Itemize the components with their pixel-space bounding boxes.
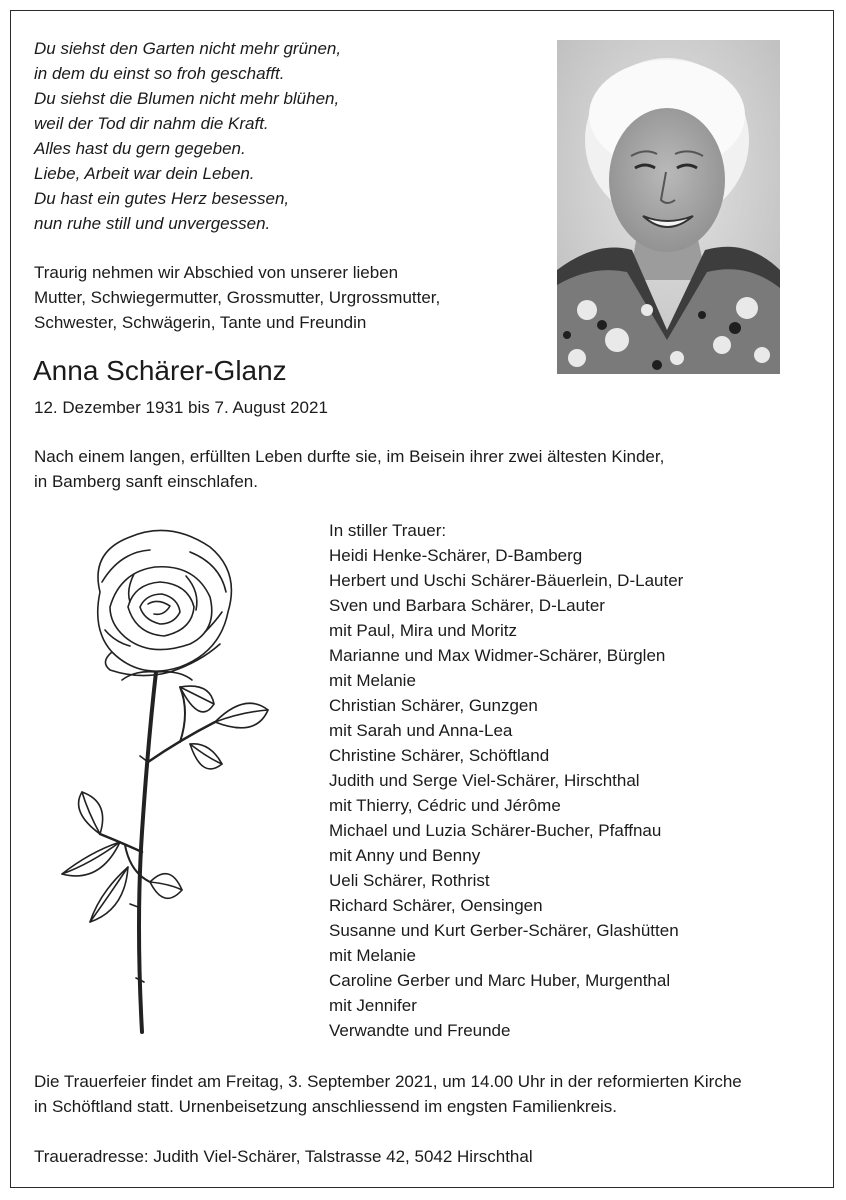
passing-line: Nach einem langen, erfüllten Leben durfte sie, im Beisein ihrer zwei ältesten Kinder, <box>34 447 665 466</box>
list-item: Heidi Henke-Schärer, D-Bamberg <box>329 546 583 565</box>
list-item: Herbert und Uschi Schärer-Bäuerlein, D-Lauter <box>329 571 684 590</box>
list-item: mit Thierry, Cédric und Jérôme <box>329 796 561 815</box>
intro-line: Schwester, Schwägerin, Tante und Freundin <box>34 313 367 332</box>
list-item: Christian Schärer, Gunzgen <box>329 696 538 715</box>
poem-line: in dem du einst so froh geschafft. <box>34 64 285 83</box>
poem-line: Du siehst den Garten nicht mehr grünen, <box>34 39 342 58</box>
deceased-name: Anna Schärer-Glanz <box>33 355 287 386</box>
list-item: Judith und Serge Viel-Schärer, Hirschthal <box>329 771 640 790</box>
intro-line: Mutter, Schwiegermutter, Grossmutter, Urgrossmutter, <box>34 288 441 307</box>
list-item: mit Sarah und Anna-Lea <box>329 721 513 740</box>
list-item: mit Anny und Benny <box>329 846 481 865</box>
list-item: Verwandte und Freunde <box>329 1021 511 1040</box>
list-item: Marianne und Max Widmer-Schärer, Bürglen <box>329 646 666 665</box>
list-item: mit Melanie <box>329 671 416 690</box>
service-line: Die Trauerfeier findet am Freitag, 3. September 2021, um 14.00 Uhr in der reformierten Kirche <box>34 1072 742 1091</box>
list-item: Michael und Luzia Schärer-Bucher, Pfaffnau <box>329 821 662 840</box>
farewell-intro <box>34 260 534 335</box>
poem-line: nun ruhe still und unvergessen. <box>34 214 271 233</box>
rose-icon <box>30 512 292 1040</box>
list-item: mit Paul, Mira und Moritz <box>329 621 517 640</box>
list-item: Ueli Schärer, Rothrist <box>329 871 490 890</box>
poem-line: Liebe, Arbeit war dein Leben. <box>34 164 255 183</box>
list-item: Susanne und Kurt Gerber-Schärer, Glashütten <box>329 921 679 940</box>
mourners-heading: In stiller Trauer: <box>329 521 447 540</box>
portrait-photo <box>557 40 780 374</box>
life-dates: 12. Dezember 1931 bis 7. August 2021 <box>34 398 328 417</box>
poem-line: weil der Tod dir nahm die Kraft. <box>34 114 269 133</box>
rose-illustration <box>30 512 292 1040</box>
list-item: Richard Schärer, Oensingen <box>329 896 543 915</box>
poem-line: Du siehst die Blumen nicht mehr blühen, <box>34 89 340 108</box>
poem-line: Alles hast du gern gegeben. <box>34 139 246 158</box>
list-item: mit Melanie <box>329 946 416 965</box>
mourning-address: Traueradresse: Judith Viel-Schärer, Talstrasse 42, 5042 Hirschthal <box>34 1147 533 1166</box>
passing-text <box>34 444 794 494</box>
list-item: Christine Schärer, Schöftland <box>329 746 550 765</box>
poem-line: Du hast ein gutes Herz besessen, <box>34 189 290 208</box>
service-line: in Schöftland statt. Urnenbeisetzung anschliessend im engsten Familienkreis. <box>34 1097 618 1116</box>
mourners-list <box>329 518 799 1043</box>
passing-line: in Bamberg sanft einschlafen. <box>34 472 258 491</box>
poem <box>34 36 494 236</box>
list-item: Sven und Barbara Schärer, D-Lauter <box>329 596 605 615</box>
portrait-illustration <box>557 40 780 374</box>
list-item: mit Jennifer <box>329 996 417 1015</box>
funeral-service-info <box>34 1069 814 1119</box>
intro-line: Traurig nehmen wir Abschied von unserer lieben <box>34 263 399 282</box>
list-item: Caroline Gerber und Marc Huber, Murgenthal <box>329 971 671 990</box>
